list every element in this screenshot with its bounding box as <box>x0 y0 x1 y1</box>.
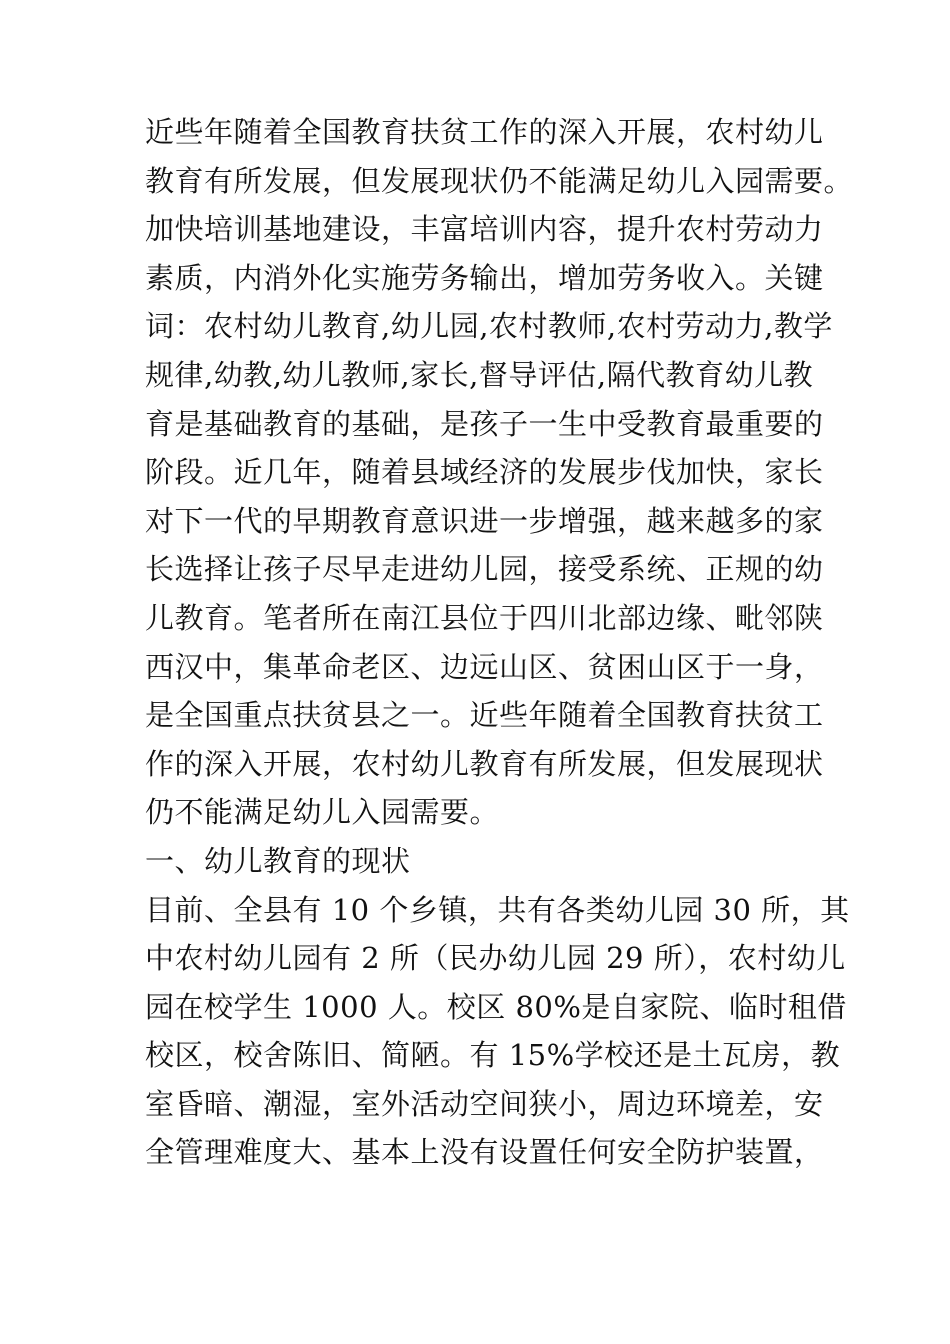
text-line: 室昏暗、潮湿，室外活动空间狭小，周边环境差，安 <box>145 1086 824 1121</box>
text-line: 园在校学生 1000 人。校区 80%是自家院、临时租借 <box>145 989 847 1024</box>
text-line: 词：农村幼儿教育,幼儿园,农村教师,农村劳动力,教学 <box>145 309 833 344</box>
text-line: 素质，内消外化实施劳务输出，增加劳务收入。关键 <box>145 260 824 295</box>
text-line: 长选择让孩子尽早走进幼儿园，接受系统、正规的幼 <box>145 552 824 587</box>
text-line: 全管理难度大、基本上没有设置任何安全防护装置， <box>145 1135 824 1170</box>
text-line: 儿教育。笔者所在南江县位于四川北部边缘、毗邻陕 <box>145 600 824 635</box>
text-line: 教育有所发展，但发展现状仍不能满足幼儿入园需要。 <box>145 163 854 198</box>
text-line: 西汉中，集革命老区、边远山区、贫困山区于一身， <box>145 649 824 684</box>
text-line: 目前、全县有 10 个乡镇，共有各类幼儿园 30 所，其 <box>145 892 850 927</box>
text-line: 阶段。近几年，随着县域经济的发展步伐加快，家长 <box>145 455 824 490</box>
text-line: 是全国重点扶贫县之一。近些年随着全国教育扶贫工 <box>145 698 824 733</box>
text-line: 育是基础教育的基础，是孩子一生中受教育最重要的 <box>145 406 824 441</box>
body-text <box>145 108 854 1177</box>
text-line: 校区，校舍陈旧、简陋。有 15%学校还是土瓦房，教 <box>145 1038 841 1073</box>
section-heading: 一、幼儿教育的现状 <box>145 843 411 878</box>
text-line: 近些年随着全国教育扶贫工作的深入开展，农村幼儿 <box>145 115 824 149</box>
text-line: 仍不能满足幼儿入园需要。 <box>145 795 500 830</box>
text-line: 对下一代的早期教育意识进一步增强，越来越多的家 <box>145 503 824 538</box>
text-line: 加快培训基地建设，丰富培训内容，提升农村劳动力 <box>145 212 824 247</box>
text-line: 中农村幼儿园有 2 所（民办幼儿园 29 所），农村幼儿 <box>145 941 846 976</box>
text-line: 作的深入开展，农村幼儿教育有所发展，但发展现状 <box>145 746 824 781</box>
text-line: 规律,幼教,幼儿教师,家长,督导评估,隔代教育幼儿教 <box>145 357 814 392</box>
